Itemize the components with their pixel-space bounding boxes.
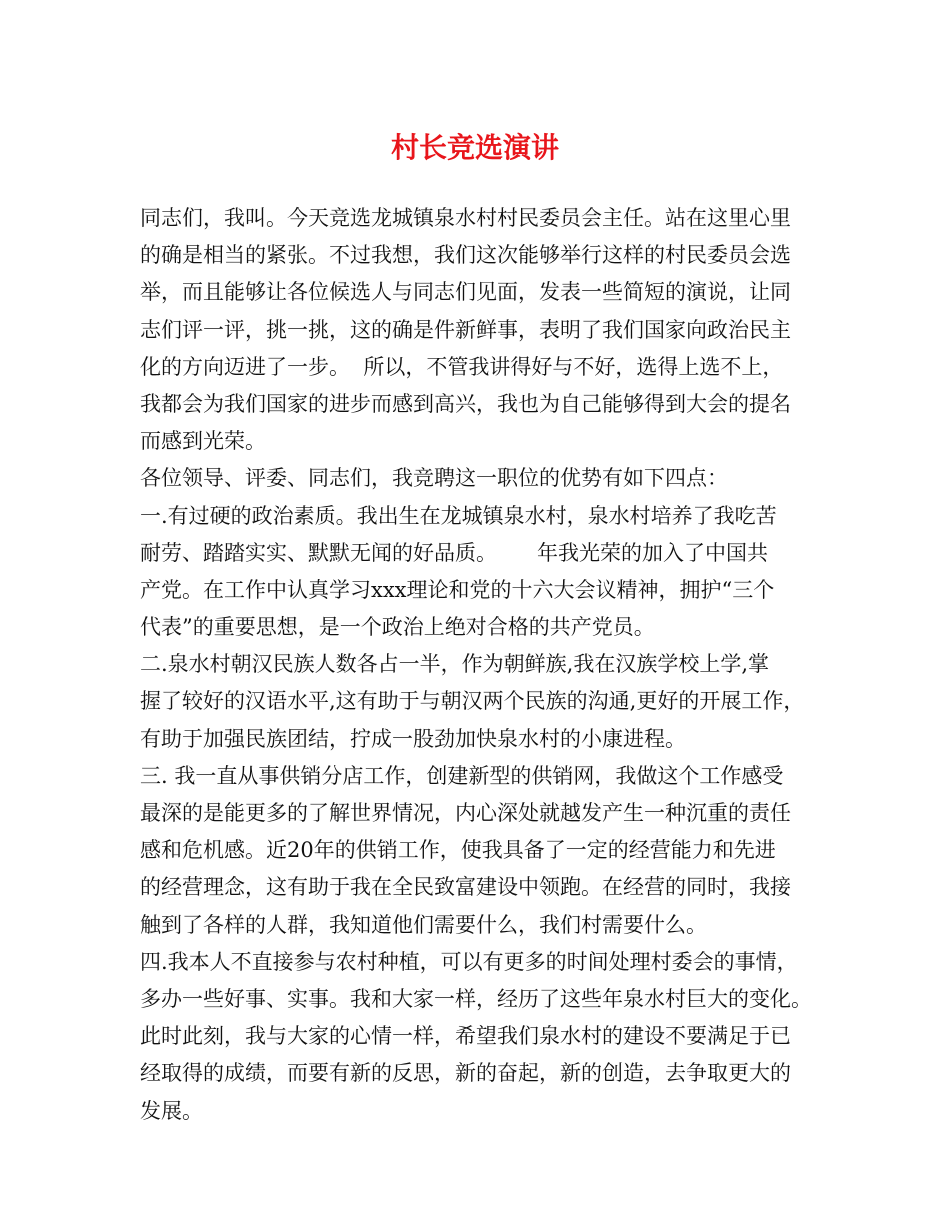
document-body [140,200,820,1130]
text-line: 举，而且能够让各位候选人与同志们见面，发表一些简短的演说，让同 [140,280,791,305]
text-line: 四.我本人不直接参与农村种植，可以有更多的时间处理村委会的事情， [140,949,798,974]
document-title: 村长竞选演讲 [390,131,559,164]
text-line: 握了较好的汉语水平,这有助于与朝汉两个民族的沟通,更好的开展工作， [140,689,805,714]
text-line: 二.泉水村朝汉民族人数各占一半，作为朝鲜族,我在汉族学校上学,掌 [140,652,770,677]
text-line: 经取得的成绩，而要有新的反思，新的奋起，新的创造，去争取更大的 [140,1061,791,1086]
text-line: 各位领导、评委、同志们，我竞聘这一职位的优势有如下四点： [140,466,728,491]
text-line: 最深的是能更多的了解世界情况，内心深处就越发产生一种沉重的责任 [140,801,791,825]
text-line: 发展。 [140,1098,203,1123]
text-line: 感和危机感。近20年的供销工作，使我具备了一定的经营能力和先进 [140,838,776,863]
text-line: 化的方向迈进了一步。 所以，不管我讲得好与不好，选得上选不上， [140,354,784,379]
text-line: 代表”的重要思想，是一个政治上绝对合格的共产党员。 [140,615,655,640]
text-line: 的确是相当的紧张。不过我想，我们这次能够举行这样的村民委员会选 [140,243,791,268]
text-line: 志们评一评，挑一挑，这的确是件新鲜事，表明了我们国家向政治民主 [140,317,791,342]
text-line: 同志们，我叫。今天竞选龙城镇泉水村村民委员会主任。站在这里心里 [140,206,791,230]
text-line: 有助于加强民族团结，拧成一股劲加快泉水村的小康进程。 [140,726,686,751]
text-line: 触到了各样的人群，我知道他们需要什么，我们村需要什么。 [140,912,707,937]
text-line: 一.有过硬的政治素质。我出生在龙城镇泉水村，泉水村培养了我吃苦 [140,503,777,528]
text-line: 多办一些好事、实事。我和大家一样，经历了这些年泉水村巨大的变化。 [140,986,812,1011]
text-line: 的经营理念，这有助于我在全民致富建设中领跑。在经营的同时，我接 [140,875,791,900]
text-line: 耐劳、踏踏实实、默默无闻的好品质。 年我光荣的加入了中国共 [140,540,769,565]
text-line: 我都会为我们国家的进步而感到高兴，我也为自己能够得到大会的提名 [140,391,791,416]
text-line: 三. 我一直从事供销分店工作，创建新型的供销网，我做这个工作感受 [140,763,784,788]
text-line: 而感到光荣。 [140,429,266,454]
text-line: 产党。在工作中认真学习xxx理论和党的十六大会议精神，拥护“三个 [140,577,775,602]
text-line: 此时此刻，我与大家的心情一样，希望我们泉水村的建设不要满足于已 [140,1024,791,1049]
